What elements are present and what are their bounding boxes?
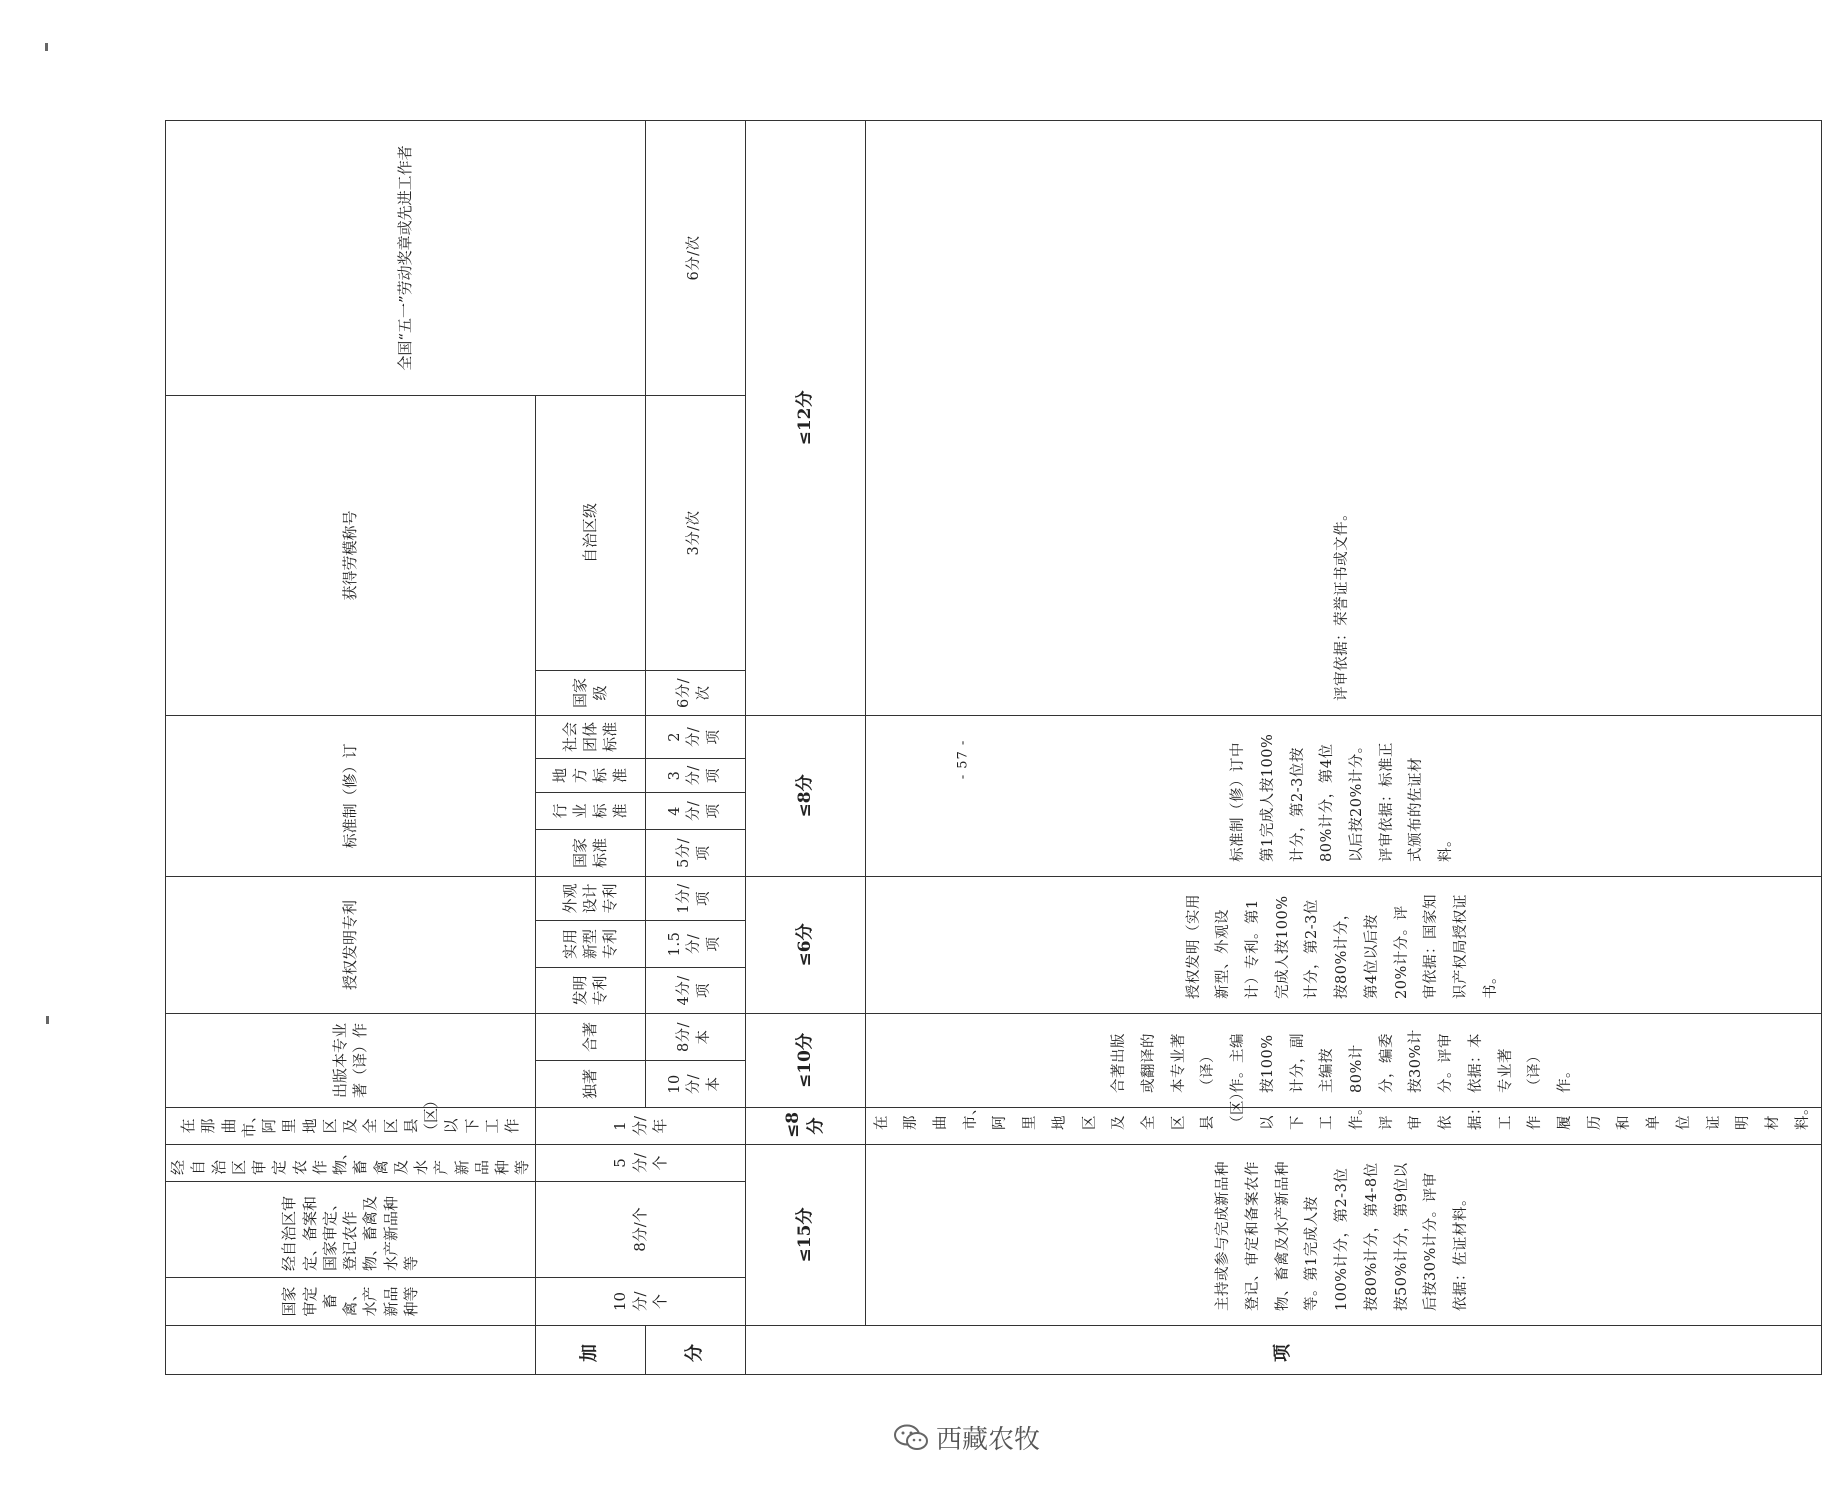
row-item-standards: 标准制（修）订 <box>166 715 536 876</box>
value-group-standard: 2分/项 <box>645 715 745 758</box>
sub-item-co-author: 合著 <box>535 1013 645 1060</box>
value-sole-author: 10分/本 <box>645 1060 745 1107</box>
row-item-regional-approved: 经自治区审定农作物、畜禽及水产新品种等 <box>166 1144 536 1181</box>
wechat-icon <box>892 1423 930 1453</box>
value-industry-standard: 4分/项 <box>645 792 745 829</box>
row-value-regional-breed: 8分/个 <box>535 1181 745 1277</box>
score-cap-remote-work: ≤8分 <box>745 1107 865 1144</box>
sub-item-local-standard: 地方标准 <box>535 758 645 792</box>
value-design-patent: 1分/项 <box>645 876 745 920</box>
scan-speck <box>46 1016 49 1024</box>
sub-item-sole-author: 独著 <box>535 1060 645 1107</box>
row-item-national-breed: 国家审定畜禽、水产新品种等 <box>166 1278 536 1326</box>
sub-item-national-standard: 国家标准 <box>535 829 645 876</box>
sub-item-design-patent: 外观设计专利 <box>535 876 645 920</box>
row-value-remote-work: 1分/年 <box>535 1107 745 1144</box>
scan-speck <box>45 43 48 51</box>
value-utility-patent: 1.5分/项 <box>645 920 745 967</box>
watermark <box>892 1419 1040 1456</box>
row-item-patents: 授权发明专利 <box>166 876 536 1013</box>
score-cap-honors: ≤12分 <box>745 121 865 716</box>
row-value-national-breed: 10分/个 <box>535 1278 745 1326</box>
score-cap-breeds: ≤15分 <box>745 1144 865 1325</box>
criteria-breeds: 主持或参与完成新品种登记、审定和备案农作物、畜禽及水产新品种等。第1完成人按100%计分，第2-3位按80%计分，第4-8位按50%计分，第9位以后按30%计分。评审依据：佐证材料。 <box>865 1144 1821 1325</box>
value-invention-patent: 4分/项 <box>645 967 745 1013</box>
row-item-publications: 出版本专业著（译）作 <box>166 1013 536 1107</box>
row-value-regional-approved: 5分/个 <box>535 1144 745 1181</box>
criteria-honors: 评审依据：荣誉证书或文件。 <box>865 121 1821 716</box>
sub-item-invention-patent: 发明专利 <box>535 967 645 1013</box>
sub-item-group-standard: 社会团体标准 <box>535 715 645 758</box>
row-item-model-worker: 获得劳模称号 <box>166 395 536 715</box>
criteria-publications: 合著出版或翻译的本专业著（译）作。主编按100%计分，副主编按80%计分，编委按30%计分。评审依据：本专业著（译）作。 <box>865 1013 1821 1107</box>
value-local-standard: 3分/项 <box>645 758 745 792</box>
value-regional-level: 3分/次 <box>645 395 745 670</box>
category-label-1: 加 <box>535 1326 645 1375</box>
value-national-standard: 5分/项 <box>645 829 745 876</box>
criteria-remote-work: 在那曲市、阿里地区及全区县（区）以下工作。评审依据：工作履历和单位证明材料。 <box>865 1107 1821 1144</box>
value-may-day-medal: 6分/次 <box>645 121 745 396</box>
bonus-items-table <box>165 120 1822 1375</box>
score-cap-patents: ≤6分 <box>745 876 865 1013</box>
row-item-regional-breed: 经自治区审定、备案和国家审定、登记农作物、畜禽及水产新品种等 <box>166 1181 536 1277</box>
category-label-2: 分 <box>645 1326 745 1375</box>
column-header-blank <box>166 1326 536 1375</box>
score-cap-standards: ≤8分 <box>745 715 865 876</box>
criteria-standards: 标准制（修）订中第1完成人按100%计分，第2-3位按80%计分，第4位以后按20%计分。评审依据：标准正式颁布的佐证材料。 <box>865 715 1821 876</box>
category-label-3: 项 <box>745 1326 1821 1375</box>
value-co-author: 8分/本 <box>645 1013 745 1060</box>
sub-item-utility-patent: 实用新型专利 <box>535 920 645 967</box>
score-cap-publications: ≤10分 <box>745 1013 865 1107</box>
row-item-may-day-medal: 全国“五一”劳动奖章或先进工作者 <box>166 121 646 396</box>
sub-item-regional-level: 自治区级 <box>535 395 645 670</box>
criteria-patents: 授权发明（实用新型、外观设计）专利。第1完成人按100%计分，第2-3位按80%计分，第4位以后按20%计分。评审依据：国家知识产权局授权证书。 <box>865 876 1821 1013</box>
value-national-level: 6分/次 <box>645 670 745 715</box>
sub-item-national-level: 国家级 <box>535 670 645 715</box>
row-item-remote-work: 在那曲市、阿里地区及全区县（区）以下工作 <box>166 1107 536 1144</box>
watermark-text: 西藏农牧 <box>936 1425 1041 1455</box>
sub-item-industry-standard: 行业标准 <box>535 792 645 829</box>
page-number: - 57 - <box>955 739 971 780</box>
